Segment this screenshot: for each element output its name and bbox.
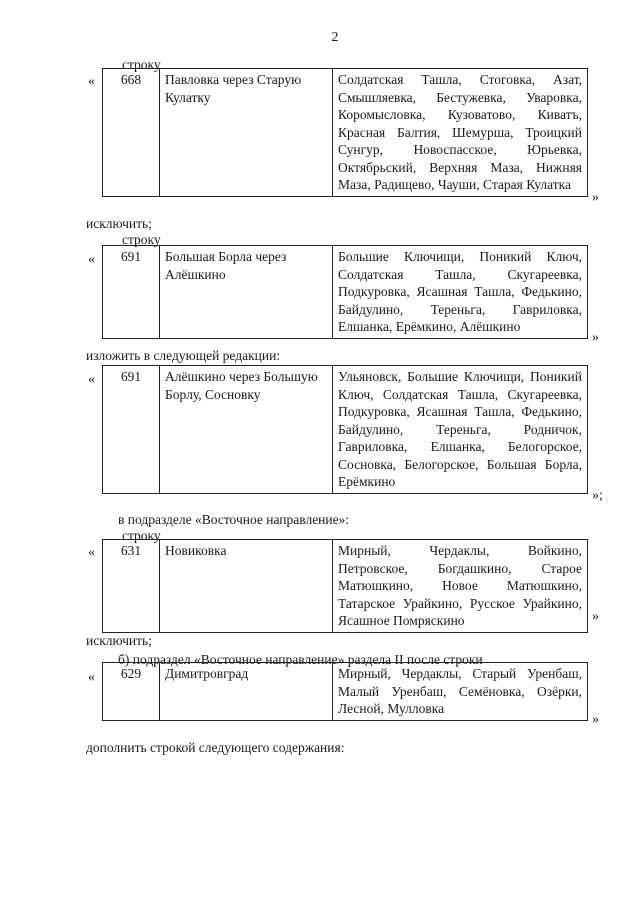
label-stroku: строку	[122, 528, 161, 543]
page-number: 2	[331, 30, 339, 45]
route-number: 668	[103, 69, 160, 197]
route-name: Большая Борла через Алёшкино	[160, 246, 333, 339]
route-name: Димитровград	[160, 663, 333, 721]
route-table	[102, 365, 588, 494]
label-isklyuchit: исключить;	[86, 633, 152, 648]
route-table	[102, 539, 588, 633]
label-stroku: строку	[122, 57, 161, 72]
label-podrazdel: в подразделе «Восточное направление»:	[118, 512, 350, 527]
quote-close: »	[592, 190, 599, 205]
route-number: 691	[103, 246, 160, 339]
quote-close: »	[592, 712, 599, 727]
quote-close: »;	[592, 488, 603, 503]
table-row	[103, 69, 588, 197]
route-table	[102, 68, 588, 197]
table-row	[103, 246, 588, 339]
route-stops: Солдатская Ташла, Стоговка, Азат, Смышляевка, Бестужевка, Уваровка, Коромысловка, Кузоватово, Киватъ, Красная Балтия, Шемурша, Троицкий Сунгур, Новоспасское, Юрьевка, Октябрьский, Верхняя Маза, Нижняя Маза, Радищево, Чауши, Старая Кулатка	[333, 69, 588, 197]
quote-open: «	[88, 545, 95, 560]
route-name: Новиковка	[160, 540, 333, 633]
label-dopolnit: дополнить строкой следующего содержания:	[86, 740, 345, 755]
route-name: Алёшкино через Большую Борлу, Сосновку	[160, 366, 333, 494]
table-row	[103, 663, 588, 721]
route-number: 631	[103, 540, 160, 633]
route-number: 691	[103, 366, 160, 494]
route-table	[102, 245, 588, 339]
quote-close: »	[592, 330, 599, 345]
label-isklyuchit: исключить;	[86, 216, 152, 231]
quote-open: «	[88, 670, 95, 685]
route-table	[102, 662, 588, 721]
route-stops: Ульяновск, Большие Ключищи, Поникий Ключ, Солдатская Ташла, Скугареевка, Подкуровка, Ясашная Ташла, Федькино, Байдулино, Тереньга, Родничок, Гавриловка, Елшанка, Белогорское, Сосновка, Белогорское, Большая Борла, Ерёмкино	[333, 366, 588, 494]
label-stroku: строку	[122, 232, 161, 247]
quote-close: »	[592, 609, 599, 624]
route-stops: Мирный, Чердаклы, Старый Уренбаш, Малый Уренбаш, Семёновка, Озёрки, Лесной, Мулловка	[333, 663, 588, 721]
route-number: 629	[103, 663, 160, 721]
quote-open: «	[88, 252, 95, 267]
route-stops: Мирный, Чердаклы, Войкино, Петровское, Богдашкино, Старое Матюшкино, Новое Матюшкино, Татарское Урайкино, Русское Урайкино, Ясашное Помряскино	[333, 540, 588, 633]
route-stops: Большие Ключищи, Поникий Ключ, Солдатская Ташла, Скугареевка, Подкуровка, Ясашная Ташла, Федькино, Байдулино, Тереньга, Гавриловка, Елшанка, Ерёмкино, Алёшкино	[333, 246, 588, 339]
table-row	[103, 366, 588, 494]
quote-open: «	[88, 372, 95, 387]
table-row	[103, 540, 588, 633]
quote-open: «	[88, 74, 95, 89]
label-punkt-b: б) подраздел «Восточное направление» раздела II после строки	[118, 652, 483, 667]
label-izlozhit: изложить в следующей редакции:	[86, 348, 281, 363]
route-name: Павловка через Старую Кулатку	[160, 69, 333, 197]
